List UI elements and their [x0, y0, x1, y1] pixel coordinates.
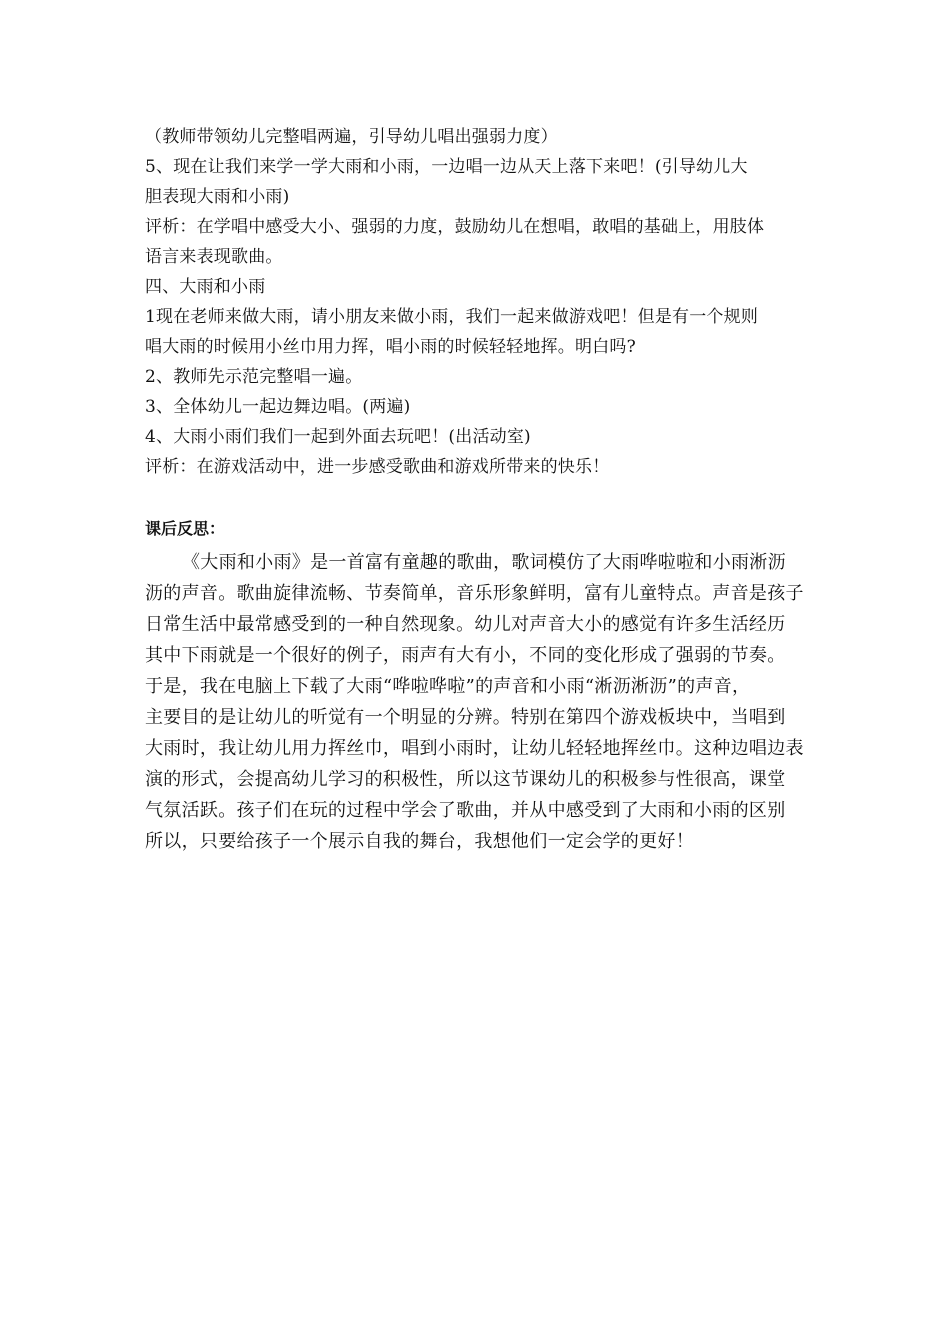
lesson-line: （教师带领幼儿完整唱两遍，引导幼儿唱出强弱力度） — [145, 127, 558, 147]
document-body — [145, 122, 810, 857]
lesson-line: 语言来表现歌曲。 — [145, 247, 283, 267]
reflection-line: 演的形式，会提高幼儿学习的积极性，所以这节课幼儿的积极参与性很高，课堂 — [145, 769, 786, 790]
reflection-line: 气氛活跃。孩子们在玩的过程中学会了歌曲，并从中感受到了大雨和小雨的区别 — [145, 800, 786, 821]
reflection-line: 主要目的是让幼儿的听觉有一个明显的分辨。特别在第四个游戏板块中，当唱到 — [145, 707, 786, 728]
lesson-line: 胆表现大雨和小雨) — [145, 187, 290, 207]
reflection-line: 大雨时，我让幼儿用力挥丝巾，唱到小雨时，让幼儿轻轻地挥丝巾。这种边唱边表 — [145, 738, 804, 759]
lesson-line: 3、全体幼儿一起边舞边唱。(两遍) — [145, 397, 411, 417]
lesson-line: 评析：在学唱中感受大小、强弱的力度，鼓励幼儿在想唱，敢唱的基础上，用肢体 — [145, 217, 765, 237]
section-title: 四、大雨和小雨 — [145, 277, 266, 297]
lesson-line: 唱大雨的时候用小丝巾用力挥，唱小雨的时候轻轻地挥。明白吗? — [145, 337, 636, 357]
reflection-line: 于是，我在电脑上下载了大雨“哗啦哗啦”的声音和小雨“淅沥淅沥”的声音， — [145, 676, 751, 697]
blank-line — [145, 482, 810, 512]
reflection-paragraph — [145, 547, 810, 857]
reflection-line: 《大雨和小雨》是一首富有童趣的歌曲，歌词模仿了大雨哗啦啦和小雨淅沥 — [182, 552, 786, 573]
reflection-heading: 课后反思： — [145, 519, 226, 538]
reflection-line: 日常生活中最常感受到的一种自然现象。幼儿对声音大小的感觉有许多生活经历 — [145, 614, 786, 635]
lesson-line: 1现在老师来做大雨，请小朋友来做小雨，我们一起来做游戏吧！但是有一个规则 — [145, 307, 759, 327]
reflection-line: 其中下雨就是一个很好的例子，雨声有大有小，不同的变化形成了强弱的节奏。 — [145, 645, 786, 666]
lesson-line: 2、教师先示范完整唱一遍。 — [145, 367, 363, 387]
lesson-line: 5、现在让我们来学一学大雨和小雨，一边唱一边从天上落下来吧！(引导幼儿大 — [145, 157, 748, 177]
reflection-line: 所以，只要给孩子一个展示自我的舞台，我想他们一定会学的更好！ — [145, 831, 694, 852]
reflection-line: 沥的声音。歌曲旋律流畅、节奏简单，音乐形象鲜明，富有儿童特点。声音是孩子 — [145, 583, 804, 604]
lesson-line: 4、大雨小雨们我们一起到外面去玩吧！(出活动室) — [145, 427, 531, 447]
lesson-line: 评析：在游戏活动中，进一步感受歌曲和游戏所带来的快乐！ — [145, 457, 610, 477]
